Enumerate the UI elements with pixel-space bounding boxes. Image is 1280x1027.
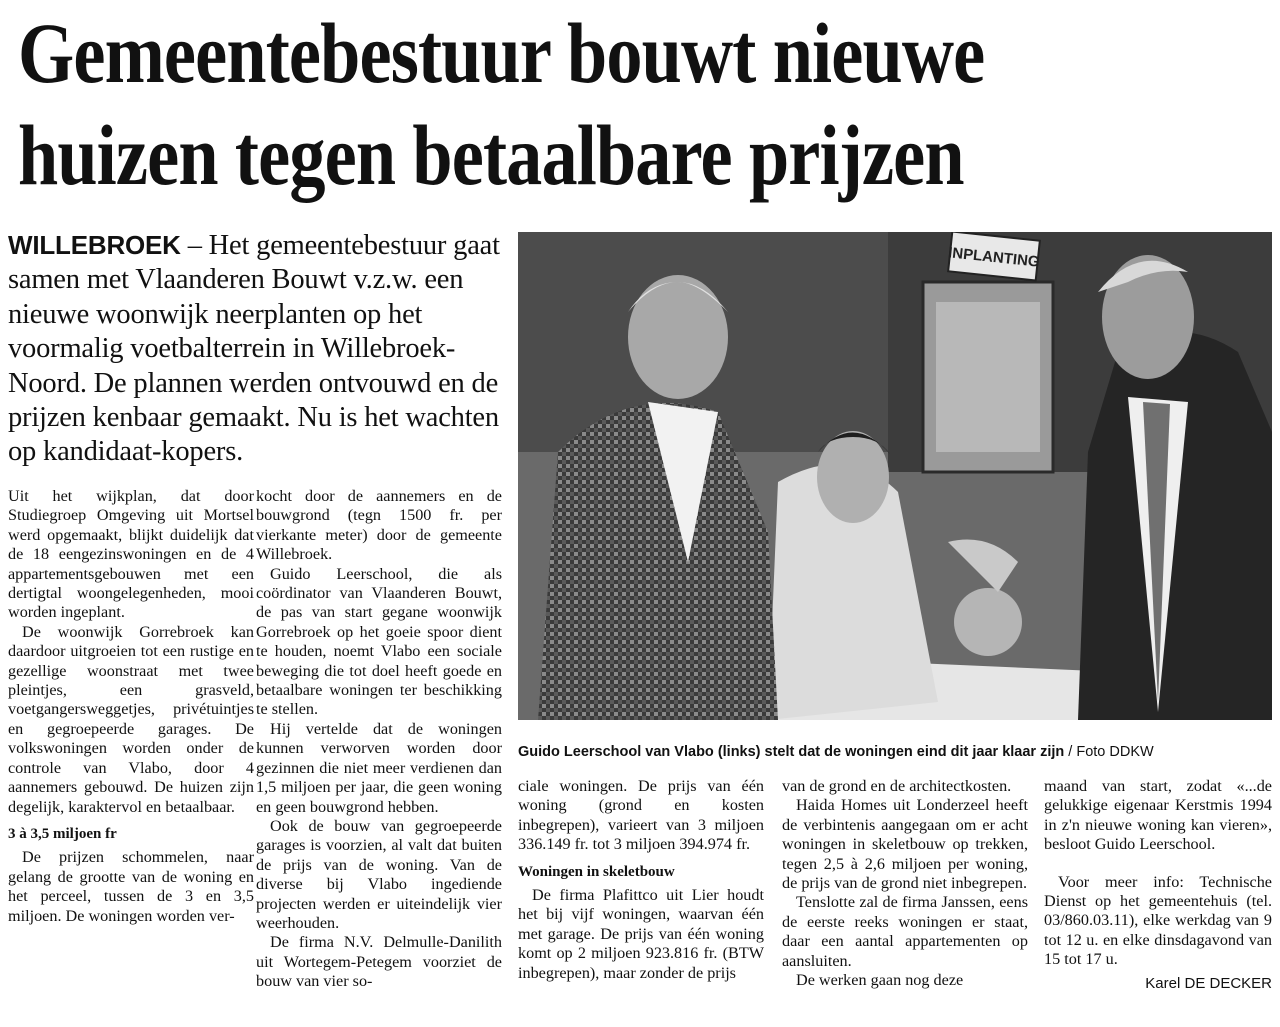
body-column-4: [782, 777, 1028, 990]
body-paragraph: ciale woningen. De prijs van één woning (grond en kosten inbegrepen), varieert van 3 miljoen 336.149 fr. tot 3 miljoen 394.974 fr.: [518, 777, 764, 854]
body-paragraph: De prijzen schommelen, naar gelang de grootte van de woning en het perceel, tussen de 3 en 3,5 miljoen. De woningen worden ver-: [8, 848, 254, 925]
body-paragraph: De woonwijk Gorrebroek kan daardoor uitgroeien tot een rustige en gezellige woonstraat met twee pleintjes, een grasveld, voetgangersweggetjes, privétuintjes en gegroepeerde garages. De volkswoningen worden onder de controle van Vlabo, door 4 aannemers gebouwd. De huizen zijn degelijk, karaktervol en betaalbaar.: [8, 622, 254, 816]
headline: [18, 2, 1068, 206]
body-paragraph: Tenslotte zal de firma Janssen, eens de eerste reeks woningen er staat, daar een aantal appartementen op aansluiten.: [782, 893, 1028, 970]
author-byline: Karel DE DECKER: [1145, 974, 1272, 992]
body-paragraph: De werken gaan nog deze: [796, 971, 964, 990]
headline-line-2: huizen tegen betaalbare prijzen: [18, 107, 964, 203]
photo-sign-text: INPLANTING: [947, 244, 1041, 271]
body-column-3: [518, 777, 764, 983]
body-paragraph: kocht door de aannemers en de bouwgrond (tegn 1500 fr. per vierkante meter) door de gemeente Willebroek.: [256, 487, 502, 564]
info-paragraph: Voor meer info: Technische Dienst op het gemeentehuis (tel. 03/860.03.11), elke werkdag van 9 tot 12 u. en elke dinsdagavond van 15 tot 17 u.: [1044, 872, 1272, 969]
body-paragraph: Uit het wijkplan, dat door Studiegroep Omgeving uit Mortsel werd opgemaakt, blijkt duidelijk dat de 18 eengezinswoningen en de 4 appartementsgebouwen met een dertigtal woongelegenheden, mooi worden ingeplant.: [8, 487, 254, 622]
body-column-5: [1044, 777, 1272, 993]
body-paragraph: maand van start, zodat «...de gelukkige eigenaar Kerstmis 1994 in z'n nieuwe woning kan vieren», besloot Guido Leerschool.: [1044, 777, 1272, 854]
subheading-skeletbouw: Woningen in skeletbouw: [518, 863, 675, 880]
body-paragraph: Haida Homes uit Londerzeel heeft de verbintenis aangegaan om er acht woningen in skeletbouw op trekken, tegen 2,5 à 2,6 miljoen per woning, de prijs van de grond niet inbegrepen.: [782, 796, 1028, 893]
headline-line-1: Gemeentebestuur bouwt nieuwe: [18, 5, 985, 101]
body-paragraph: Guido Leerschool, die als coördinator van Vlaanderen Bouwt, de pas van start gegane woonwijk Gorrebroek op het goeie spoor dient te houden, noemt Vlabo een sociale beweging die tot doel heeft goede en betaalbare woningen ter beschikking te stellen.: [256, 564, 502, 719]
body-paragraph: van de grond en de architectkosten.: [782, 777, 1012, 795]
body-paragraph: De firma Plafittco uit Lier houdt het bij vijf woningen, waarvan één met garage. De prijs van één woning komt op 2 miljoen 923.816 fr. (BTW inbegrepen), maar zonder de prijs: [518, 886, 764, 982]
photo-credit: / Foto DDKW: [1064, 744, 1154, 760]
body-paragraph: Ook de bouw van gegroepeerde garages is voorzien, al valt dat buiten de prijs van de woning. Van de diverse bij Vlabo ingediende projecten werden er uiteindelijk vier weerhouden.: [256, 816, 502, 932]
photo-caption: [518, 744, 1278, 760]
news-photo: [518, 232, 1272, 720]
subheading-price: 3 à 3,5 miljoen fr: [8, 825, 117, 842]
body-paragraph: De firma N.V. Delmulle-Danilith uit Wortegem-Petegem voorziet de bouw van vier so-: [256, 933, 502, 991]
lead-paragraph: [8, 228, 513, 470]
body-column-2: [256, 487, 502, 992]
photo-illustration: [518, 232, 1272, 720]
dateline: WILLEBROEK: [8, 230, 181, 260]
lead-text: – Het gemeentebestuur gaat samen met Vlaanderen Bouwt v.z.w. een nieuwe woonwijk neerplanten op het voormalig voetbalterrein in Willebroek-Noord. De plannen werden ontvouwd en de prijzen kenbaar gemaakt. Nu is het wachten op kandidaat-kopers.: [8, 230, 500, 468]
caption-text: Guido Leerschool van Vlabo (links) stelt dat de woningen eind dit jaar klaar zijn: [518, 744, 1065, 760]
body-paragraph: Hij vertelde dat de woningen kunnen verworven worden door gezinnen die niet meer verdienen dan 1,5 miljoen per jaar, die geen woning en geen bouwgrond hebben.: [256, 719, 502, 816]
body-column-1: [8, 487, 254, 926]
